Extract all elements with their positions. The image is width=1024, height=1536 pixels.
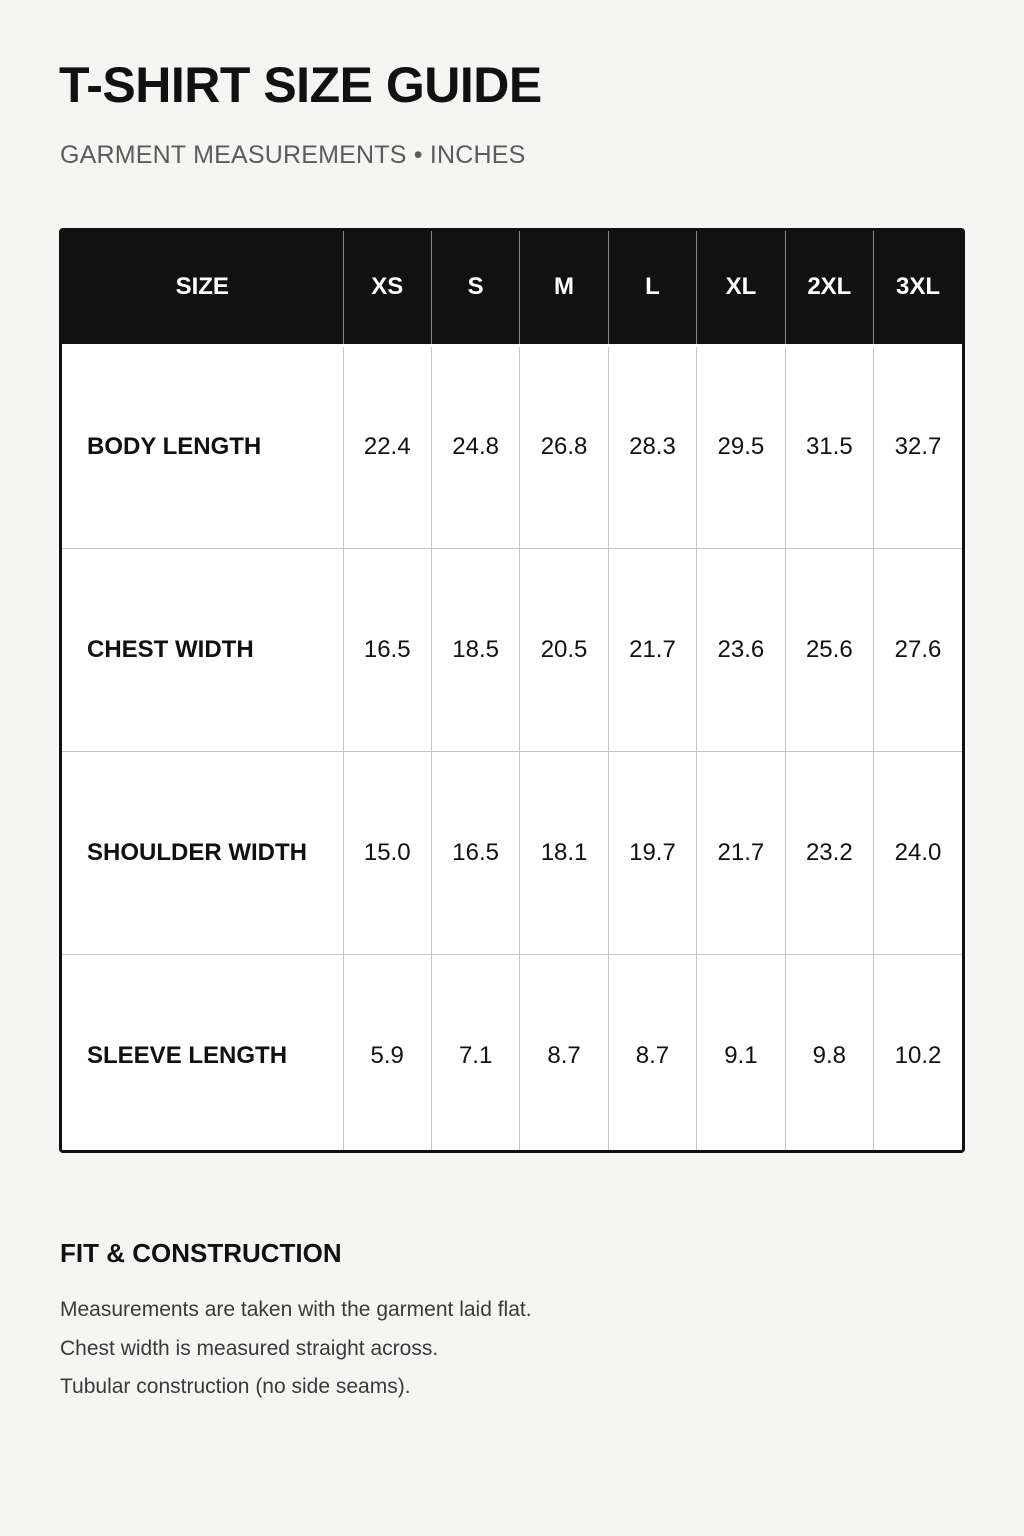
table-cell: 10.2	[874, 954, 962, 1153]
notes-list	[60, 1291, 532, 1407]
table-cell: 18.5	[431, 548, 519, 751]
row-label-body-length: BODY LENGTH	[62, 345, 343, 548]
table-cell: 29.5	[697, 345, 785, 548]
table-row	[62, 751, 962, 954]
page-subtitle: GARMENT MEASUREMENTS • INCHES	[60, 141, 526, 169]
note-line: Tubular construction (no side seams).	[60, 1375, 411, 1398]
page-title: T-SHIRT SIZE GUIDE	[59, 57, 542, 113]
table-cell: 31.5	[785, 345, 873, 548]
table-row	[62, 954, 962, 1153]
table-cell: 8.7	[608, 954, 696, 1153]
table-cell: 21.7	[608, 548, 696, 751]
note-line: Measurements are taken with the garment laid flat.	[60, 1298, 532, 1321]
size-table	[62, 231, 962, 1153]
row-label-shoulder-width: SHOULDER WIDTH	[62, 751, 343, 954]
table-cell: 27.6	[874, 548, 962, 751]
column-header-l: L	[608, 231, 696, 345]
table-cell: 19.7	[608, 751, 696, 954]
table-cell: 18.1	[520, 751, 608, 954]
table-cell: 28.3	[608, 345, 696, 548]
table-cell: 16.5	[431, 751, 519, 954]
column-header-xs: XS	[343, 231, 431, 345]
table-cell: 20.5	[520, 548, 608, 751]
table-row	[62, 548, 962, 751]
size-table-frame	[59, 228, 965, 1153]
column-header-s: S	[431, 231, 519, 345]
table-cell: 24.0	[874, 751, 962, 954]
row-label-chest-width: CHEST WIDTH	[62, 548, 343, 751]
table-cell: 5.9	[343, 954, 431, 1153]
table-cell: 25.6	[785, 548, 873, 751]
column-header-xl: XL	[697, 231, 785, 345]
table-cell: 9.8	[785, 954, 873, 1153]
table-cell: 23.2	[785, 751, 873, 954]
table-cell: 7.1	[431, 954, 519, 1153]
table-cell: 16.5	[343, 548, 431, 751]
table-cell: 32.7	[874, 345, 962, 548]
column-header-3xl: 3XL	[874, 231, 962, 345]
note-line: Chest width is measured straight across.	[60, 1336, 439, 1360]
table-row	[62, 345, 962, 548]
table-cell: 26.8	[520, 345, 608, 548]
table-cell: 22.4	[343, 345, 431, 548]
table-cell: 21.7	[697, 751, 785, 954]
row-label-sleeve-length: SLEEVE LENGTH	[62, 954, 343, 1153]
column-header-2xl: 2XL	[785, 231, 873, 345]
column-header-size: SIZE	[62, 231, 343, 345]
table-cell: 24.8	[431, 345, 519, 548]
table-cell: 23.6	[697, 548, 785, 751]
table-header-row	[62, 231, 962, 345]
table-cell: 8.7	[520, 954, 608, 1153]
table-cell: 9.1	[697, 954, 785, 1153]
notes-heading: FIT & CONSTRUCTION	[60, 1238, 342, 1268]
table-cell: 15.0	[343, 751, 431, 954]
column-header-m: M	[520, 231, 608, 345]
